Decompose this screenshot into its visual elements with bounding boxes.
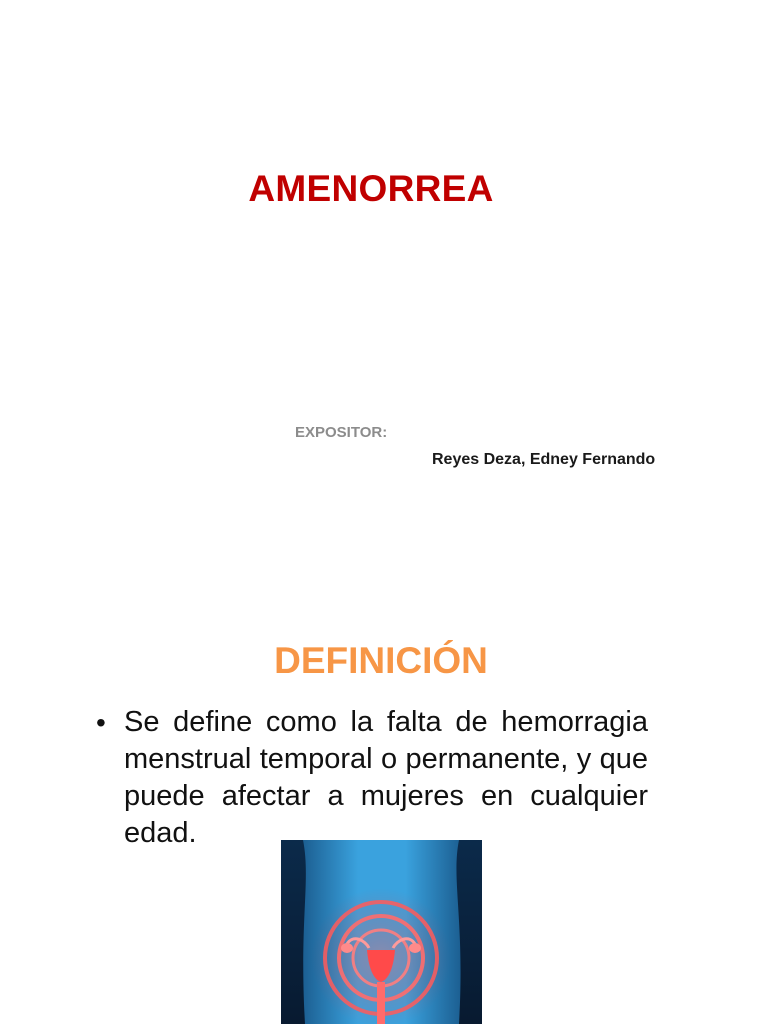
presenter-label: EXPOSITOR: [295, 424, 388, 441]
bullet-text: Se define como la falta de hemorragia menstrual temporal o permanente, y que puede afectar a mujeres en cualquier edad. [124, 706, 648, 849]
bullet-icon: • [96, 707, 106, 738]
section-heading: DEFINICIÓN [274, 640, 488, 681]
definition-slide [0, 576, 768, 1024]
uterus-illustration-icon [281, 840, 482, 1024]
presentation-title: AMENORREA [248, 168, 494, 209]
bullet-item [96, 704, 648, 852]
presenter-name: Reyes Deza, Edney Fernando [432, 451, 656, 468]
